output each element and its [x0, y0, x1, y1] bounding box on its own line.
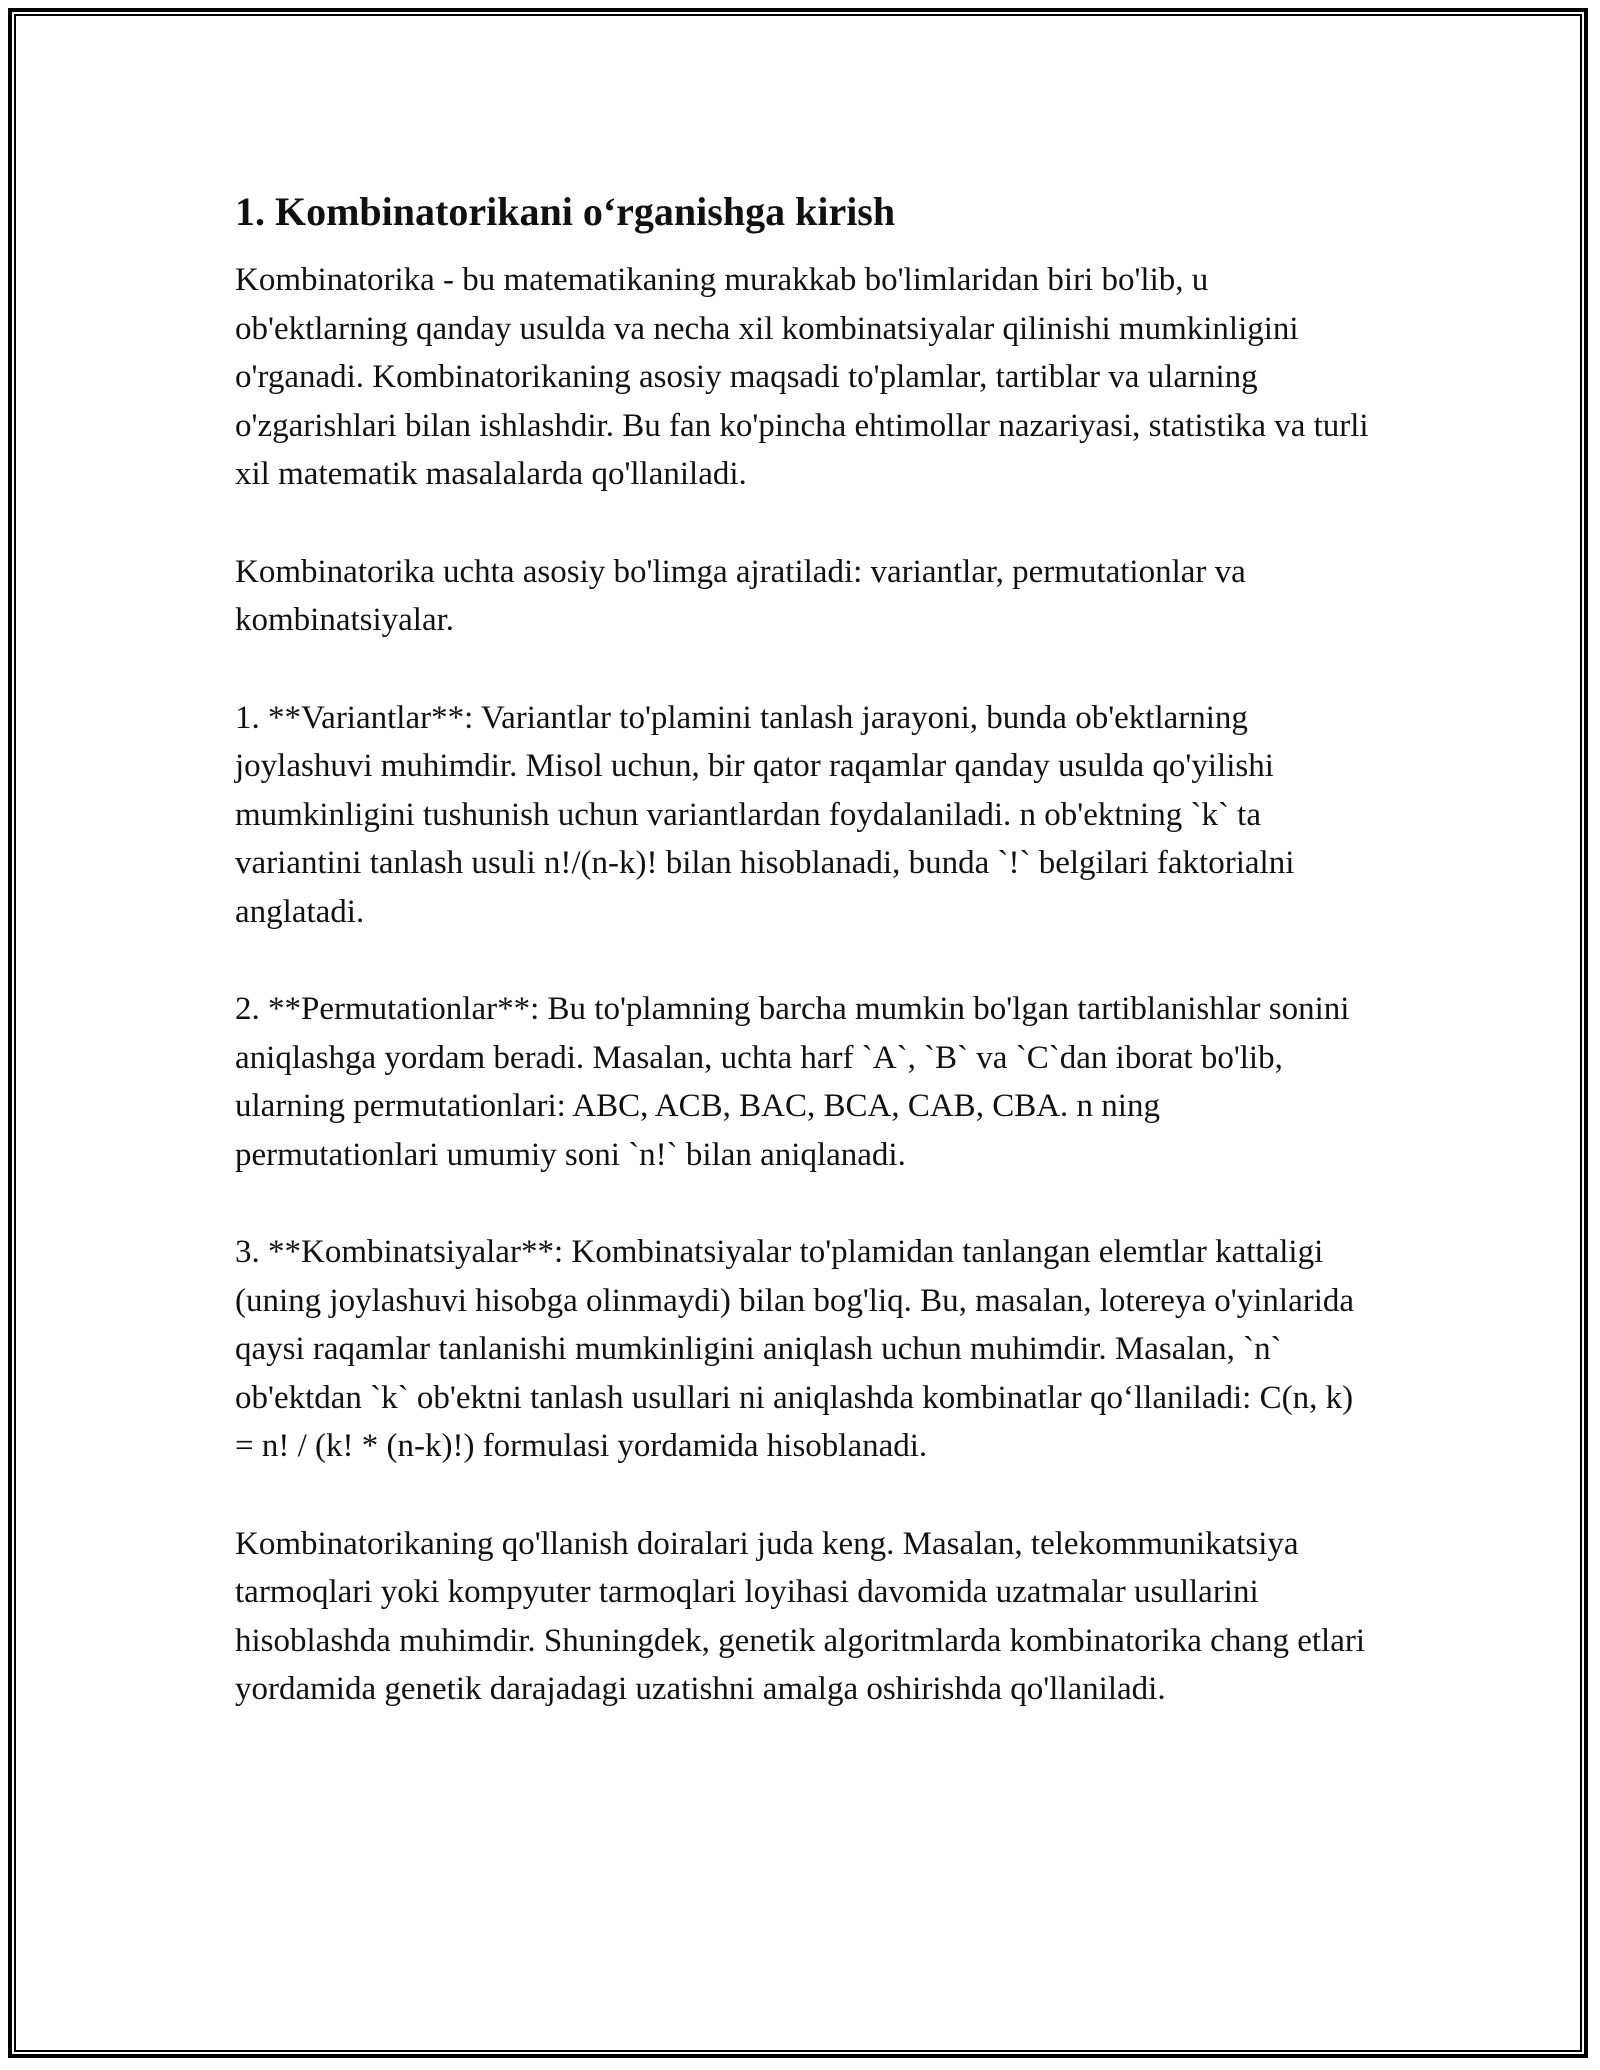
paragraph-kombinatsiyalar: 3. **Kombinatsiyalar**: Kombinatsiyalar to'plamidan tanlangan elemtlar kattaligi (uning joylashuvi hisobga olinmaydi) bilan bog'liq. Bu, masalan, lotereya o'yinlarida qaysi raqamlar tanlanishi mumkinligini aniqlash uchun muhimdir. Masalan, `n` ob'ektdan `k` ob'ektni tanlash usullari ni aniqlashda kombinatlar qo‘llaniladi: C(n, k) = n! / (k! * (n-k)!) formulasi yordamida hisoblanadi. — [235, 1234, 1355, 1464]
paragraph-sections-overview: Kombinatorika uchta asosiy bo'limga ajratiladi: variantlar, permutationlar va kombinatsiyalar. — [235, 553, 1246, 638]
paragraph-permutationlar: 2. **Permutationlar**: Bu to'plamning barcha mumkin bo'lgan tartiblanishlar sonini aniqlashga yordam beradi. Masalan, uchta harf `A`, `B` va `C`dan iborat bo'lib, ularning permutationlari: ABC, ACB, BAC, BCA, CAB, CBA. n ning permutationlari umumiy soni `n!` bilan aniqlanadi. — [235, 991, 1350, 1173]
paragraph-variantlar: 1. **Variantlar**: Variantlar to'plamini tanlash jarayoni, bunda ob'ektlarning joylashuvi muhimdir. Misol uchun, bir qator raqamlar qanday usulda qo'yilishi mumkinligini tushunish uchun variantlardan foydalaniladi. n ob'ektning `k` ta variantini tanlash usuli n!/(n-k)! bilan hisoblanadi, bunda `!` belgilari faktorialni anglatadi. — [235, 699, 1295, 930]
paragraph-applications: Kombinatorikaning qo'llanish doiralari juda keng. Masalan, telekommunikatsiya tarmoqlari yoki kompyuter tarmoqlari loyihasi davomida uzatmalar usullarini hisoblashda muhimdir. Shuningdek, genetik algoritmlarda kombinatorika chang etlari yordamida genetik darajadagi uzatishni amalga oshirishda qo'llaniladi. — [235, 1525, 1366, 1707]
document-body — [235, 188, 1370, 1763]
section-heading: 1. Kombinatorikani o‘rganishga kirish — [235, 189, 896, 234]
paragraph-intro: Kombinatorika - bu matematikaning murakkab bo'limlaridan biri bo'lib, u ob'ektlarning qanday usulda va necha xil kombinatsiyalar qilinishi mumkinligini o'rganadi. Kombinatorikaning asosiy maqsadi to'plamlar, tartiblar va ularning o'zgarishlari bilan ishlashdir. Bu fan ko'pincha ehtimollar nazariyasi, statistika va turli xil matematik masalalarda qo'llaniladi. — [235, 262, 1369, 492]
